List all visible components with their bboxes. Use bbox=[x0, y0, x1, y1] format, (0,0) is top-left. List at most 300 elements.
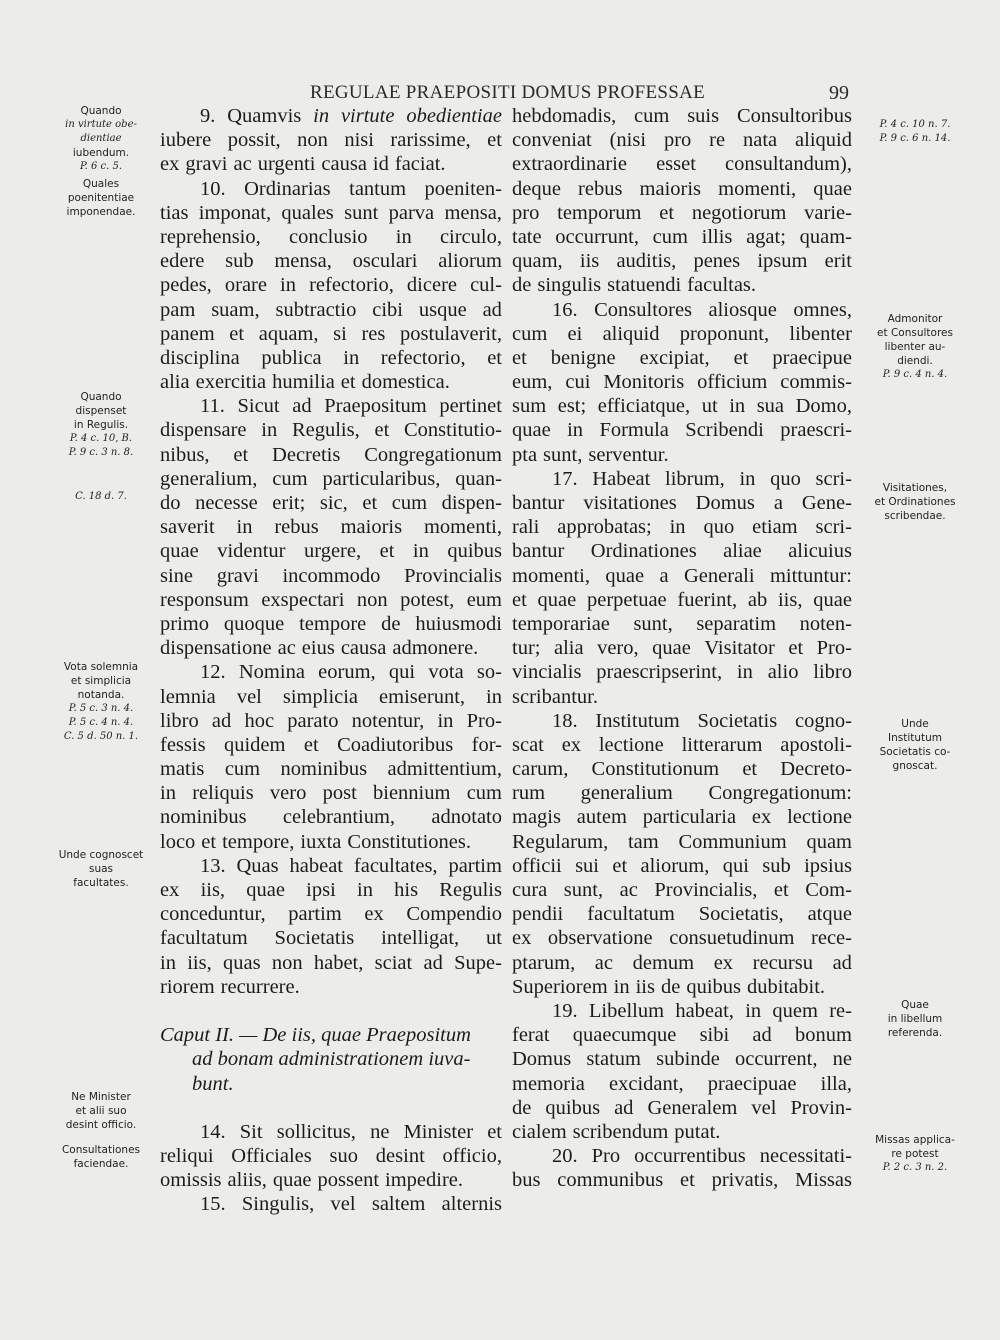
word: cui bbox=[565, 371, 591, 394]
word: vincialis bbox=[512, 661, 582, 684]
word: Praepositum bbox=[324, 395, 427, 418]
margin-note-line: scribendae. bbox=[884, 510, 946, 522]
word: ad bbox=[832, 951, 852, 974]
word: post bbox=[322, 782, 357, 805]
word: in bbox=[736, 661, 753, 684]
word: tias bbox=[160, 201, 189, 224]
word: et bbox=[512, 346, 527, 369]
word: celebrantium, bbox=[282, 806, 396, 829]
word: ac bbox=[277, 637, 296, 660]
word: Sit bbox=[239, 1120, 263, 1143]
word: quae bbox=[512, 419, 551, 442]
text-line bbox=[512, 636, 852, 660]
word: do bbox=[160, 492, 181, 514]
word: tur; bbox=[512, 637, 541, 660]
text-line bbox=[160, 273, 502, 297]
margin-note-line: P. 5 c. 3 n. 4. bbox=[68, 703, 134, 714]
text-line bbox=[160, 128, 502, 152]
word: quae bbox=[246, 879, 285, 901]
word: in bbox=[160, 951, 176, 974]
word: Compendio bbox=[406, 903, 502, 926]
word: perpetuae bbox=[586, 588, 667, 611]
word: iuxta bbox=[300, 830, 342, 853]
word: quibus bbox=[545, 1096, 601, 1119]
margin-note bbox=[850, 481, 980, 523]
word: cum bbox=[512, 322, 548, 345]
word: observatione bbox=[547, 927, 653, 950]
text-line bbox=[512, 249, 852, 273]
word: scri- bbox=[815, 516, 852, 539]
word: Provin- bbox=[790, 1096, 852, 1119]
word: et bbox=[788, 637, 804, 660]
word: parva bbox=[388, 201, 435, 224]
word: iis, bbox=[187, 951, 212, 974]
margin-note-line: P. 2 c. 3 n. 2. bbox=[882, 1162, 948, 1173]
word: orare bbox=[224, 274, 267, 297]
text-line bbox=[160, 636, 502, 660]
text-line bbox=[160, 709, 502, 733]
margin-note bbox=[850, 998, 980, 1040]
word: iubere bbox=[160, 129, 212, 152]
text-line bbox=[512, 902, 852, 926]
word: memoria bbox=[512, 1072, 585, 1095]
word: ac bbox=[594, 951, 613, 974]
word: pedes, bbox=[160, 274, 212, 297]
word: possit, bbox=[227, 129, 281, 152]
word: particularibus, bbox=[322, 467, 441, 490]
word: temporum bbox=[557, 201, 642, 224]
word: Scribendi bbox=[685, 419, 764, 442]
word: disciplina bbox=[160, 346, 240, 369]
margin-note-line: poenitentiae bbox=[67, 192, 135, 204]
text-line bbox=[160, 370, 502, 394]
margin-note-line: et Consultores bbox=[877, 327, 953, 339]
word: possent bbox=[317, 1169, 380, 1192]
word: benigne bbox=[550, 346, 616, 369]
word: Ordinarias bbox=[244, 177, 331, 200]
word: loco bbox=[160, 830, 196, 853]
margin-note-line: Consultationes bbox=[61, 1144, 141, 1156]
word: ferat bbox=[512, 1024, 550, 1047]
word: ad bbox=[752, 1024, 772, 1047]
word: momenti, bbox=[512, 564, 591, 587]
word: iis, bbox=[200, 879, 226, 901]
margin-note bbox=[42, 1143, 160, 1171]
word: in bbox=[395, 225, 412, 248]
word: ex bbox=[160, 153, 180, 176]
word: 15. bbox=[200, 1193, 226, 1216]
text-line bbox=[160, 322, 502, 346]
word: pendii bbox=[512, 903, 564, 926]
word: alia bbox=[553, 637, 584, 660]
text-line bbox=[512, 467, 852, 491]
word: putat. bbox=[674, 1120, 721, 1143]
word: et bbox=[742, 758, 758, 781]
text-line bbox=[160, 225, 502, 249]
word: scri- bbox=[815, 467, 852, 490]
margin-note-line: C. 5 d. 50 n. 1. bbox=[63, 731, 139, 742]
word: ex bbox=[160, 879, 180, 901]
word: cum bbox=[634, 105, 670, 127]
text-line bbox=[512, 733, 852, 757]
word: sum bbox=[512, 395, 547, 418]
margin-note-line: Societatis co- bbox=[879, 746, 951, 758]
word: Regulis, bbox=[291, 419, 360, 442]
word: Domus bbox=[695, 492, 755, 514]
word: de bbox=[381, 612, 401, 635]
text-line bbox=[512, 709, 852, 733]
word: dispen- bbox=[441, 492, 502, 514]
word: parato bbox=[287, 709, 339, 732]
word: negotiorum bbox=[691, 201, 787, 224]
word: libro bbox=[813, 661, 852, 684]
word: ex bbox=[561, 733, 582, 756]
word: his bbox=[394, 879, 419, 901]
word: lectione bbox=[598, 733, 664, 756]
word: apostoli- bbox=[780, 733, 852, 756]
word: a bbox=[773, 492, 783, 514]
word: virtute bbox=[340, 105, 395, 127]
word: ei bbox=[567, 322, 583, 345]
word: sunt, bbox=[563, 879, 604, 901]
word: tempore bbox=[299, 612, 367, 635]
word: pro bbox=[512, 201, 540, 224]
margin-note-line: libenter au- bbox=[884, 341, 946, 353]
word: particularia bbox=[642, 806, 737, 829]
word: Societatis bbox=[697, 709, 778, 732]
margin-note bbox=[850, 118, 980, 146]
text-line bbox=[160, 418, 502, 442]
word: for- bbox=[471, 733, 502, 756]
word: Pro bbox=[591, 1145, 621, 1168]
word: eorum, bbox=[318, 661, 376, 684]
word: communibus bbox=[557, 1169, 664, 1192]
word: re- bbox=[829, 999, 852, 1022]
page-title: REGULAE PRAEPOSITI DOMUS PROFESSAE bbox=[310, 82, 706, 103]
margin-note-line: P. 4 c. 10 n. 7. bbox=[879, 119, 951, 130]
text-line bbox=[160, 878, 502, 902]
word: noten- bbox=[799, 612, 852, 635]
word: videntur bbox=[217, 540, 286, 563]
margin-note-line: et Ordinationes bbox=[874, 496, 956, 508]
word: desint bbox=[375, 1145, 425, 1168]
word: iis bbox=[579, 250, 600, 273]
text-line bbox=[512, 177, 852, 201]
word: 20. bbox=[552, 1145, 578, 1168]
word: scat bbox=[512, 733, 544, 756]
word: in bbox=[729, 395, 746, 418]
word: Singulis, bbox=[241, 1193, 315, 1216]
word: 19. bbox=[552, 999, 578, 1022]
word: scribantur. bbox=[512, 685, 598, 708]
margin-note-line: dispenset bbox=[75, 405, 127, 417]
word: Constitutiones. bbox=[347, 830, 471, 853]
word: statum bbox=[586, 1048, 641, 1071]
word: dubitabit. bbox=[747, 975, 826, 998]
text-line bbox=[160, 1168, 502, 1192]
word: sunt bbox=[344, 201, 379, 224]
word: scribendum bbox=[572, 1120, 669, 1143]
word: gravi bbox=[185, 153, 228, 176]
text-line bbox=[512, 1047, 852, 1071]
word: refectorio, bbox=[309, 274, 394, 297]
word: quidem bbox=[223, 733, 286, 756]
word: quae bbox=[813, 588, 852, 611]
word: librum, bbox=[665, 467, 725, 490]
word: domestica. bbox=[361, 371, 450, 394]
word: aliae bbox=[723, 540, 762, 563]
text-line bbox=[160, 830, 502, 854]
text-line bbox=[512, 370, 852, 394]
margin-note-line: in Regulis. bbox=[73, 419, 129, 431]
word: conveniat bbox=[512, 129, 592, 152]
word: sub bbox=[762, 854, 791, 877]
margin-note bbox=[42, 390, 160, 460]
text-line bbox=[160, 781, 502, 805]
word: ac bbox=[233, 153, 252, 176]
margin-note-line: suas bbox=[88, 863, 114, 875]
word: cogno- bbox=[795, 709, 852, 732]
word: refectorio, bbox=[380, 346, 466, 369]
word: qui bbox=[722, 854, 749, 877]
text-line bbox=[512, 515, 852, 539]
word: mensa, bbox=[274, 250, 332, 273]
word: quibus bbox=[686, 975, 742, 998]
word: Congregationum: bbox=[708, 782, 852, 805]
word: fessis bbox=[160, 733, 206, 756]
text-line bbox=[160, 951, 502, 975]
word: quae bbox=[272, 1169, 312, 1192]
word: iis, bbox=[777, 588, 803, 611]
word: non bbox=[271, 951, 303, 974]
word: id bbox=[372, 153, 389, 176]
margin-note-line: P. 9 c. 3 n. 8. bbox=[68, 447, 134, 458]
word: dispensare bbox=[160, 419, 247, 442]
word: causa bbox=[321, 153, 367, 176]
text-line bbox=[512, 830, 852, 854]
text-line bbox=[512, 757, 852, 781]
word: quoque bbox=[223, 612, 285, 635]
word: commis- bbox=[780, 371, 852, 394]
margin-note-line: re potest bbox=[891, 1148, 939, 1160]
word: Visitator bbox=[704, 637, 775, 660]
word: osculari bbox=[352, 250, 418, 273]
word: partim bbox=[288, 903, 342, 926]
word: momenti, bbox=[718, 177, 797, 200]
word: biennium bbox=[373, 782, 451, 805]
word: ut bbox=[486, 927, 502, 950]
word: necessitati- bbox=[759, 1145, 852, 1168]
word: habet, bbox=[313, 951, 364, 974]
word: sui bbox=[575, 854, 599, 877]
word: adnotato bbox=[431, 806, 502, 829]
word: primo bbox=[160, 612, 209, 635]
word: recurrere. bbox=[220, 975, 300, 998]
text-line bbox=[512, 273, 852, 297]
margin-note-line: faciendae. bbox=[73, 1158, 129, 1170]
word: facultates, bbox=[353, 854, 438, 877]
word: suam, bbox=[211, 298, 260, 321]
word: hoc bbox=[244, 709, 275, 732]
word: cum bbox=[652, 225, 688, 248]
word: ipsum bbox=[757, 250, 808, 273]
text-line bbox=[160, 805, 502, 829]
text-line bbox=[512, 322, 852, 346]
word: eum, bbox=[512, 371, 553, 394]
word: habeat bbox=[289, 854, 344, 877]
word: 9. bbox=[200, 105, 216, 127]
margin-note-line: P. 9 c. 4 n. 4. bbox=[882, 369, 948, 380]
margin-note-line: Vota solemnia bbox=[63, 661, 139, 673]
margin-note-line: facultates. bbox=[73, 877, 129, 889]
text-line bbox=[512, 781, 852, 805]
word: Monitoris bbox=[603, 371, 685, 394]
text-line bbox=[160, 733, 502, 757]
word: separatim bbox=[696, 612, 777, 635]
word: ipsi bbox=[306, 879, 336, 901]
word: in bbox=[739, 467, 756, 490]
word: vel bbox=[236, 685, 262, 708]
word: faciat. bbox=[394, 153, 446, 176]
word: Decreto- bbox=[780, 758, 852, 781]
word: dispensatione bbox=[160, 637, 272, 660]
word: Generali bbox=[684, 564, 755, 587]
word: non bbox=[356, 588, 388, 611]
word: in bbox=[412, 540, 429, 563]
text-line bbox=[512, 491, 852, 515]
word: panem bbox=[160, 322, 215, 345]
margin-note-line: Admonitor bbox=[887, 313, 943, 325]
word: deque bbox=[512, 177, 561, 200]
word: causa bbox=[340, 637, 387, 660]
margin-note-line: diendi. bbox=[897, 355, 933, 367]
word: Quas bbox=[236, 854, 279, 877]
word: consultandum), bbox=[725, 153, 852, 176]
word: aliorum bbox=[438, 250, 502, 273]
word: et bbox=[487, 129, 502, 152]
word: sollicitus, bbox=[276, 1120, 356, 1143]
margin-note bbox=[42, 1090, 160, 1132]
word: nominibus bbox=[280, 758, 368, 781]
word: aliis, bbox=[227, 1169, 267, 1192]
word: pam bbox=[160, 298, 196, 321]
text-line bbox=[160, 1192, 502, 1216]
word: omnes, bbox=[793, 298, 852, 321]
word: humilia bbox=[272, 371, 335, 394]
word: exercitia bbox=[195, 371, 267, 394]
word: quibus bbox=[447, 540, 502, 563]
word: iis bbox=[635, 975, 655, 998]
word: gravi bbox=[216, 564, 259, 587]
text-line bbox=[512, 443, 852, 467]
text-line bbox=[512, 926, 852, 950]
word: Generalem bbox=[647, 1096, 738, 1119]
word: urgere, bbox=[304, 540, 362, 563]
word: et bbox=[659, 201, 675, 224]
word: responsum bbox=[160, 588, 249, 611]
word: aliquid bbox=[795, 129, 852, 152]
word: nata bbox=[742, 129, 778, 152]
word: illa, bbox=[820, 1072, 852, 1095]
word: quem bbox=[772, 999, 818, 1022]
word: ne bbox=[370, 1120, 390, 1143]
word: nisi bbox=[344, 129, 374, 152]
word: facultas. bbox=[687, 274, 757, 297]
margin-note bbox=[850, 312, 980, 382]
word: in bbox=[160, 782, 176, 805]
word: urgenti bbox=[257, 153, 316, 176]
word: in bbox=[343, 346, 360, 369]
word: et bbox=[379, 540, 395, 563]
word: Ordinationes bbox=[590, 540, 697, 563]
word: 16. bbox=[552, 298, 578, 321]
word: ab bbox=[747, 588, 768, 611]
word: admittentium, bbox=[387, 758, 502, 781]
margin-note-line: Quando bbox=[80, 391, 122, 403]
word: Com- bbox=[805, 879, 852, 901]
text-line bbox=[160, 612, 502, 636]
word: ad bbox=[211, 709, 232, 732]
word: recursu bbox=[752, 951, 813, 974]
word: reliquis bbox=[192, 782, 254, 805]
word: Libellum bbox=[588, 999, 665, 1022]
word: et bbox=[303, 733, 319, 756]
text-line bbox=[160, 298, 502, 322]
text-line bbox=[512, 1168, 852, 1192]
word: eum bbox=[466, 588, 502, 611]
word: ne bbox=[832, 1048, 852, 1071]
text-line bbox=[160, 201, 502, 225]
word: aliosque bbox=[708, 298, 777, 321]
word: officio, bbox=[442, 1145, 502, 1168]
word: eius bbox=[301, 637, 335, 660]
word: demum bbox=[632, 951, 695, 974]
word: Consultoribus bbox=[736, 105, 852, 127]
word: imponat, bbox=[198, 201, 272, 224]
word: in bbox=[745, 999, 762, 1022]
margin-note-line: C. 18 d. 7. bbox=[75, 491, 127, 502]
word: alternis bbox=[441, 1193, 502, 1216]
text-line bbox=[160, 443, 502, 467]
word: facultatum bbox=[160, 927, 248, 950]
word: Pro- bbox=[466, 709, 502, 732]
word: litterarum bbox=[681, 733, 763, 756]
word: facultatum bbox=[587, 903, 675, 926]
margin-note-line: et simplicia bbox=[70, 675, 132, 687]
word: sciat bbox=[374, 951, 413, 974]
word: habeat, bbox=[675, 999, 734, 1022]
word: Minister bbox=[403, 1120, 474, 1143]
word: cum bbox=[272, 467, 308, 490]
word: cul- bbox=[470, 274, 502, 297]
word: Congregationum bbox=[364, 443, 502, 466]
text-line bbox=[160, 975, 502, 999]
word: sibi bbox=[699, 1024, 730, 1047]
text-line bbox=[160, 152, 502, 176]
word: Regularum, bbox=[512, 830, 609, 853]
word: (nisi bbox=[609, 129, 647, 152]
word: vel bbox=[751, 1096, 777, 1119]
word: maioris bbox=[340, 516, 403, 539]
word: ipsius bbox=[804, 854, 852, 877]
word: bantur bbox=[512, 540, 565, 563]
text-line bbox=[512, 1120, 852, 1144]
word: subinde bbox=[656, 1048, 720, 1071]
word: quae bbox=[652, 637, 691, 660]
text-line bbox=[160, 515, 502, 539]
word: Institutum bbox=[595, 709, 680, 732]
word: erit bbox=[824, 250, 852, 273]
